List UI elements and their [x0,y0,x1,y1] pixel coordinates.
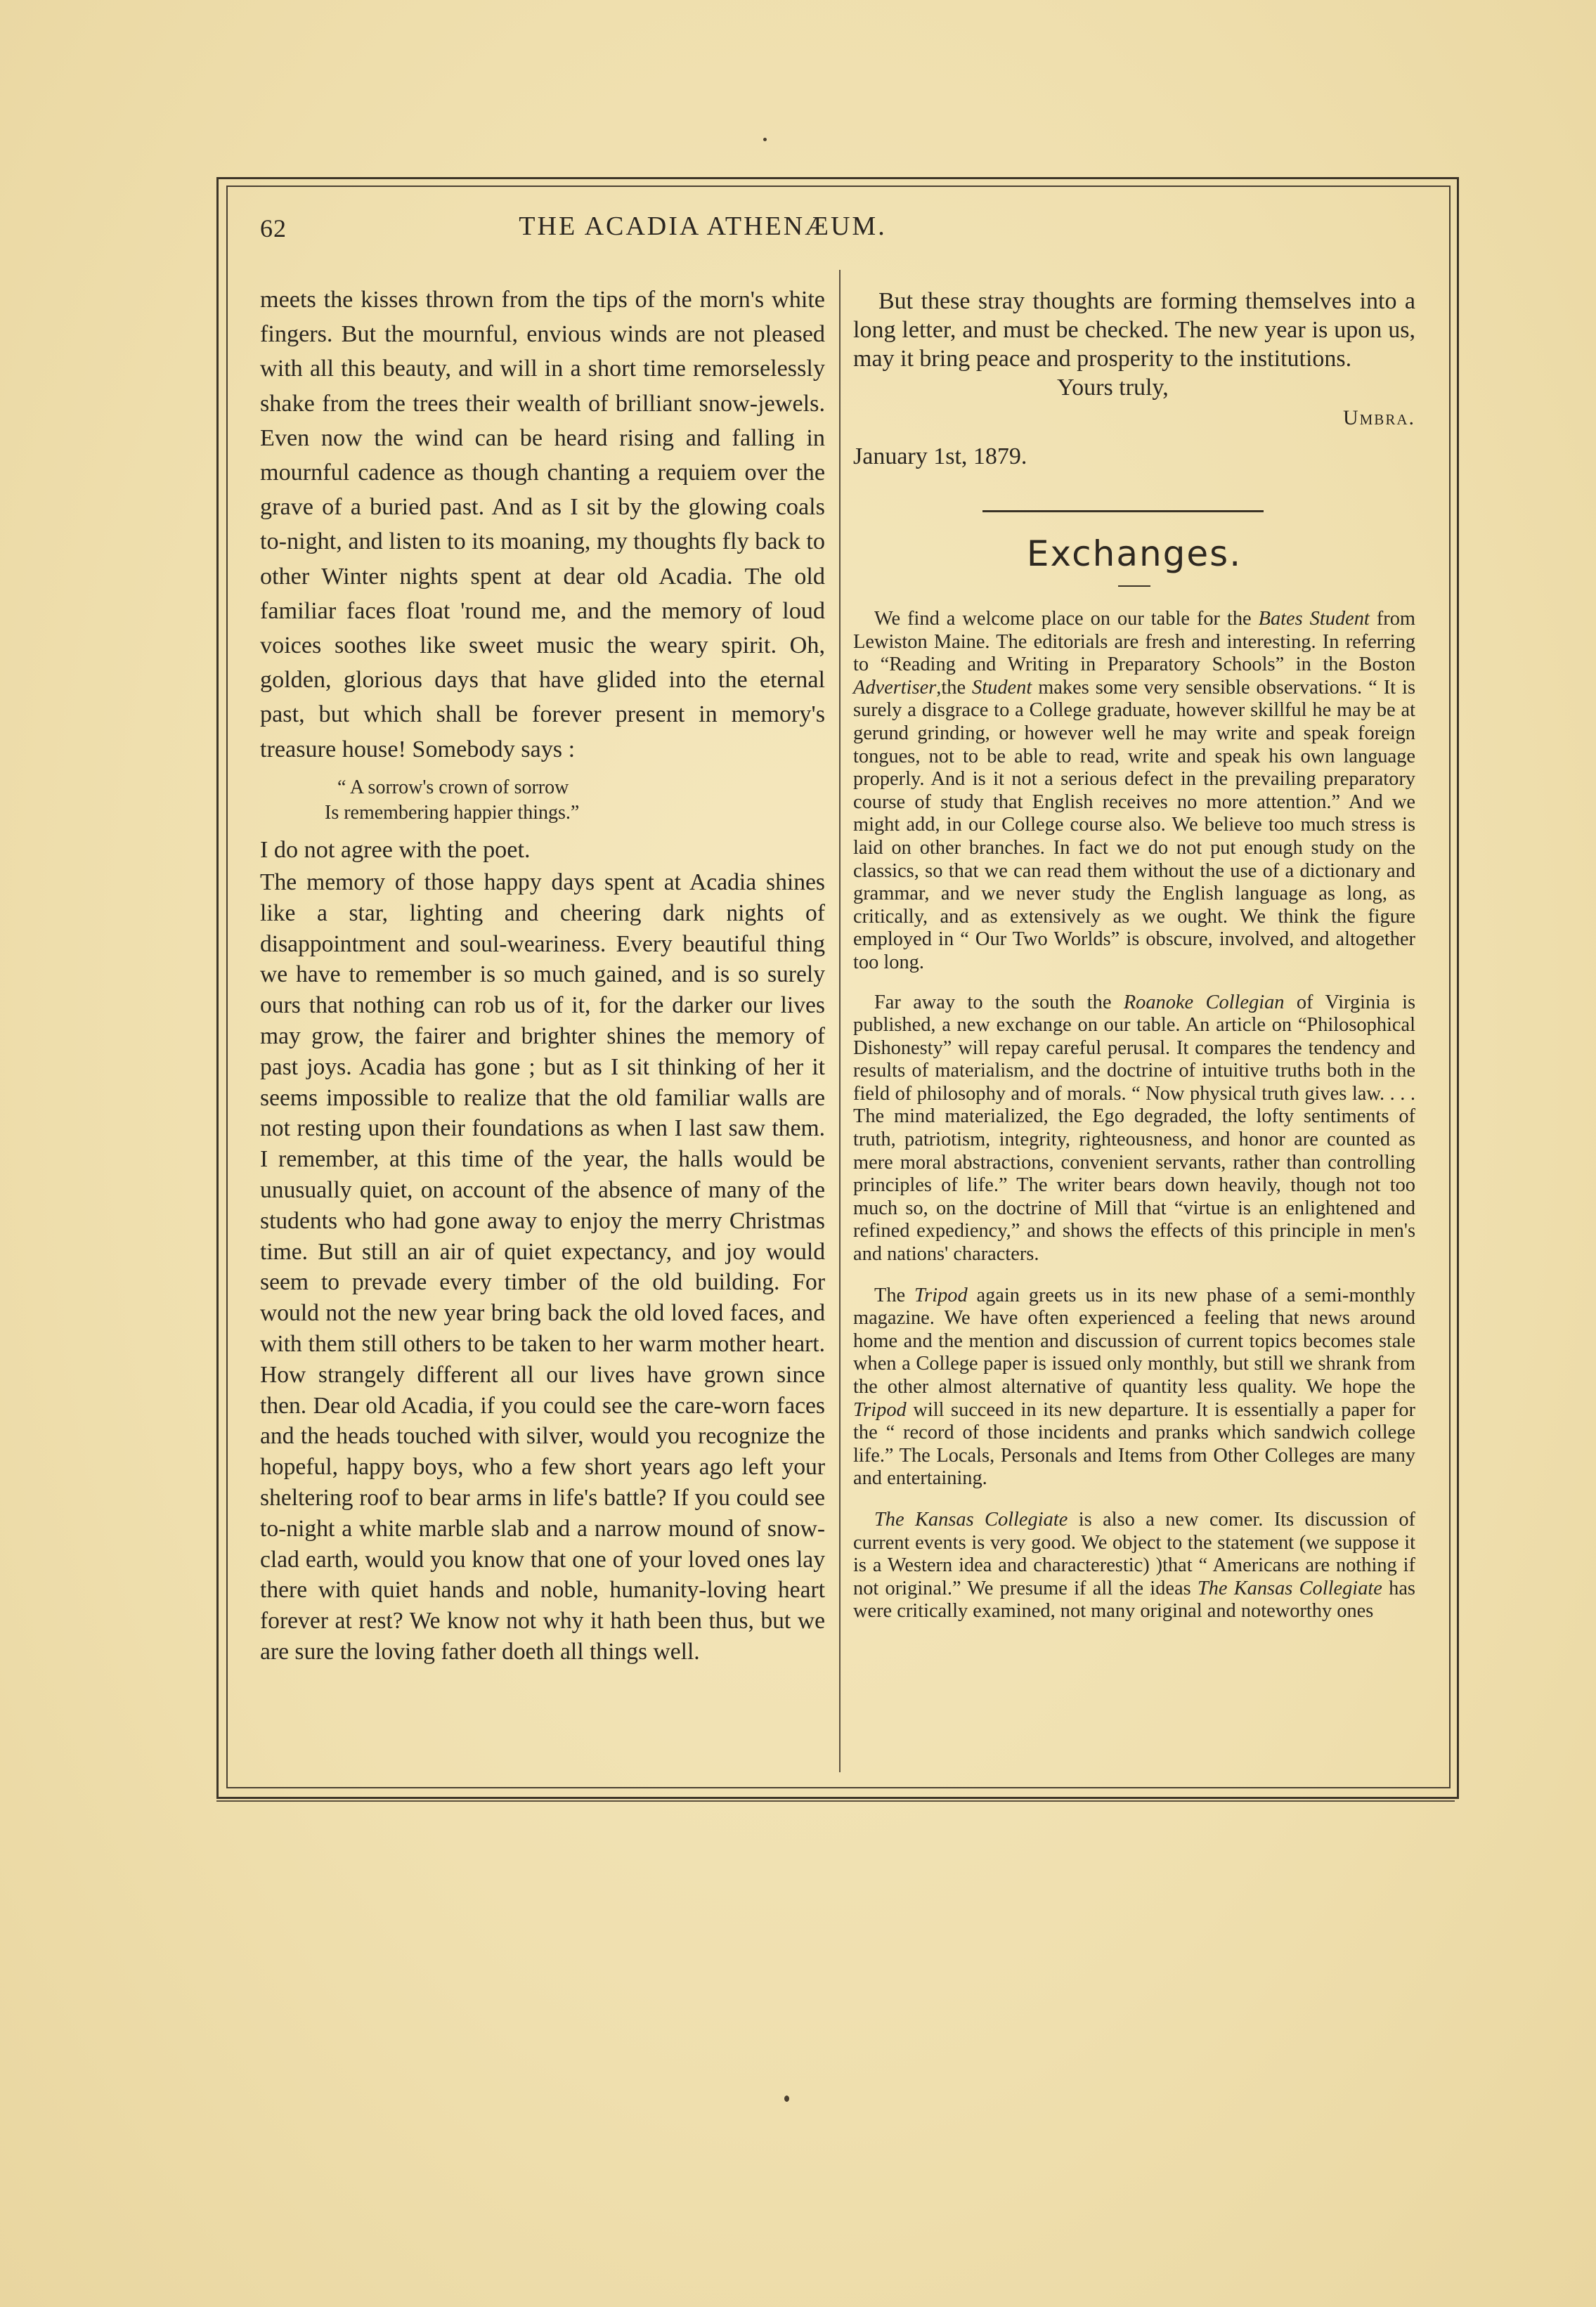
page-number: 62 [260,214,287,242]
section-divider-rule [982,510,1264,512]
heading-underline-rule [1118,585,1150,587]
letter-date: January 1st, 1879. [853,443,1027,469]
exchange-entry-bates-student: We find a welcome place on our table for the Bates Student from Lewiston Maine. The editorials are fresh and interesting. In referring to “Reading and Writing in Preparatory Schools” in the Boston Advertiser,the Student makes some very sensible observations. “ It is surely a disgrace to a College graduate, however skillful he may be at gerund grinding, or however well he may write and speak foreign tongues, not to be able to read, write and speak his own language properly. And is it not a serious defect in the prevailing preparatory course of study that English receives no more attention.” And we might add, in our College course also. We believe too much stress is laid on other branches. In fact we do not put enough study on the classics, so that we can read them without the use of a dictionary and grammar, and we never study the English language as long, as critically, and as extensively as we ought. We think the figure employed in “ Our Two Worlds” is obscure, involved, and altogether too long. [853,608,1415,973]
exchange-entry-kansas-collegiate: The Kansas Collegiate is also a new comer. Its discussion of current events is very good. We object to the statement (we suppose it is a Western idea and characterestic) )that “ Americans are nothing if not original.” We presume if all the ideas The Kansas Collegiate has were critically examined, not many original and noteworthy ones [853,1508,1415,1623]
letter-closing [853,287,1415,471]
letter-closing-text: But these stray thoughts are forming themselves into a long letter, and must be checked. The new year is upon us, may it bring peace and prosperity to the institutions. [853,288,1415,372]
exchange-entry-roanoke-collegian: Far away to the south the Roanoke Collegian of Virginia is published, a new exchange on our table. An article on “Philosophical Dishonesty” will repay careful perusal. It compares the tendency and results of materialism, and the doctrine of intuitive truths both in the field of philosophy and of morals. “ Now physical truth gives law. . . . The mind materialized, the Ego degraded, the lofty sentiments of truth, patriotism, integrity, righteousness, and honor are counted as mere moral abstractions, convenient servants, rather than controlling principles of life.” The writer bears down heavily, though not too much so, on the doctrine of Mill that “virtue is an enlightened and refined expediency,” and shows the effects of this principle in men's and nations' characters. [853,991,1416,1266]
exchanges-section [853,608,1415,1623]
left-column [260,282,825,1668]
page-border-base [216,1800,1455,1802]
paragraph-3: The memory of those happy days spent at Acadia shines like a star, lighting and cheering dark nights of disappointment and soul-weariness. Every beautiful thing we have to remember is so much gained, and is so surely ours that nothing can rob us of it, for the darker our lives may grow, the fairer and brighter shines the memory of past joys. Acadia has gone ; but as I sit thinking of her it seems impossible to realize that the old familiar walls are not resting upon their foundations as when I last saw them. I remember, at this time of the year, the halls would be unusually quiet, on account of the absence of many of the students who had gone away to enjoy the merry Christmas time. But still an air of quiet expectancy, and joy would seem to prevade every timber of the old building. For would not the new year bring back the old loved faces, and with them still others to be taken to her warm mother heart. How strangely different all our lives have grown since then. Dear old Acadia, if you could see the care-worn faces and the heads touched with silver, would you recognize the hopeful, happy boys, who a few short years ago left your sheltering roof to bear arms in life's battle? If you could see to-night a white marble slab and a narrow mound of snow-clad earth, would you know that one of your loved ones lay there with quiet hands and noble, humanity-loving heart forever at rest? We know not why it hath been thus, but we are sure the loving father doeth all things well. [260,869,825,1665]
journal-title: THE ACADIA ATHENÆUM. [519,212,887,241]
paragraph-2: I do not agree with the poet. [260,836,531,863]
poem-line-2: Is remembering happier things.” [325,801,580,824]
paragraph-1: meets the kisses thrown from the tips of the morn's white fingers. But the mournful, envious winds are not pleased with all this beauty, and will in a short time remorselessly shake from the trees their wealth of brilliant snow-jewels. Even now the wind can be heard rising and falling in mournful cadence as though chanting a requiem over the grave of a buried past. And as I sit by the glowing coals to-night, and listen to its moaning, my thoughts fly back to other Winter nights spent at dear old Acadia. The old familiar faces float 'round me, and the memory of loud voices soothes like sweet music the weary spirit. Oh, golden, glorious days that have glided into the eternal past, but which shall be forever present in memory's treasure house! Somebody says : [260,287,825,762]
paper-speck [763,138,767,141]
letter-valediction: Yours truly, [1057,375,1169,401]
section-heading-exchanges: Exchanges. [1026,533,1243,574]
right-column [853,287,1415,1623]
poem-quote [260,775,825,826]
poem-line-1: “ A sorrow's crown of sorrow [337,776,569,798]
paper-speck [784,2095,789,2102]
column-divider [839,270,841,1772]
exchange-entry-tripod: The Tripod again greets us in its new phase of a semi-monthly magazine. We have often experienced a feeling that news around home and the mention and discussion of current topics becomes stale when a College paper is issued only monthly, but still we shrank from the other almost alternative of quantity less quality. We hope the Tripod will succeed in its new departure. It is essentially a paper for the “ record of those incidents and pranks which sandwich college life.” The Locals, Personals and Items from Other Colleges are many and entertaining. [853,1284,1415,1490]
page-header [260,211,1413,253]
letter-signature: Umbra. [1342,406,1415,429]
